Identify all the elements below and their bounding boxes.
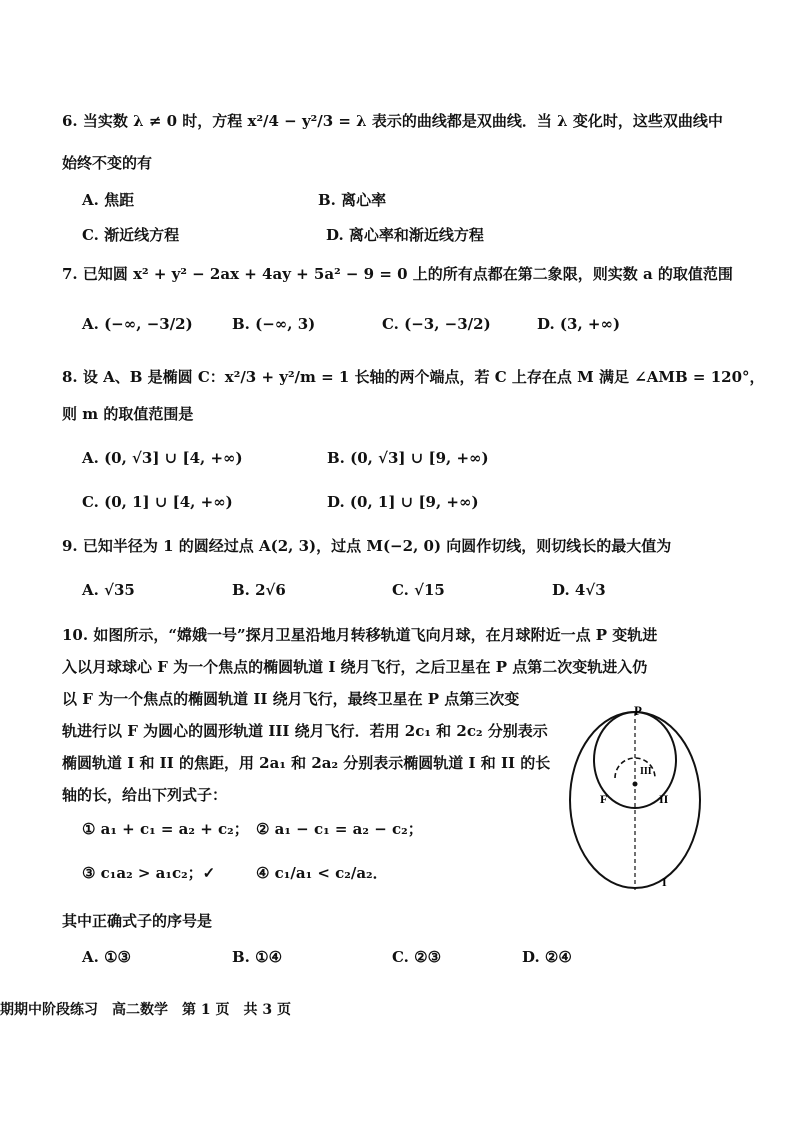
- q10-stem-line3: 以 F 为一个焦点的椭圆轨道 II 绕月飞行，最终卫星在 P 点第三次变: [62, 690, 520, 708]
- q10-stem-line2: 入以月球球心 F 为一个焦点的椭圆轨道 I 绕月飞行，之后卫星在 P 点第二次变轨进入仍: [62, 658, 648, 676]
- q7-option-a: A. (−∞, −3/2): [82, 315, 193, 333]
- q8-option-a: A. (0, √3] ∪ [4, +∞): [82, 449, 243, 467]
- q10-formula-4: ④ c₁/a₁ < c₂/a₂．: [256, 864, 388, 882]
- q10-stem-line4: 轨进行以 F 为圆心的圆形轨道 III 绕月飞行．若用 2c₁ 和 2c₂ 分别表示: [62, 722, 548, 740]
- page-footer: 期期中阶段练习 高二数学 第 1 页 共 3 页: [0, 1002, 291, 1018]
- q9-option-c: C. √15: [392, 581, 445, 599]
- q7-option-d: D. (3, +∞): [537, 315, 621, 333]
- q7-stem: 7. 已知圆 x² + y² − 2ax + 4ay + 5a² − 9 = 0 上的所有点都在第二象限，则实数 a 的取值范围: [62, 265, 733, 283]
- q10-stem-line5: 椭圆轨道 I 和 II 的焦距，用 2a₁ 和 2a₂ 分别表示椭圆轨道 I 和 II 的长: [62, 754, 551, 772]
- q9-option-d: D. 4√3: [552, 581, 606, 599]
- q8-stem-line1: 8. 设 A、B 是椭圆 C：x²/3 + y²/m = 1 长轴的两个端点，若 C 上存在点 M 满足 ∠AMB = 120°，: [62, 368, 765, 386]
- q10-formula-1: ① a₁ + c₁ = a₂ + c₂；: [82, 820, 249, 838]
- q10-formula-3: ③ c₁a₂ > a₁c₂；✓: [82, 864, 216, 882]
- q10-formula-2: ② a₁ − c₁ = a₂ − c₂；: [256, 820, 423, 838]
- label-orbit-2: II: [659, 792, 669, 806]
- q9-option-b: B. 2√6: [232, 581, 286, 599]
- q9-option-a: A. √35: [82, 581, 135, 599]
- q10-stem-line6: 轴的长，给出下列式子：: [62, 786, 228, 804]
- q10-option-b: B. ①④: [232, 948, 283, 966]
- q8-option-b: B. (0, √3] ∪ [9, +∞): [327, 449, 489, 467]
- label-orbit-3: III: [640, 766, 652, 777]
- label-p: P: [634, 703, 642, 718]
- q6-option-a: A. 焦距: [82, 191, 135, 209]
- q9-stem: 9. 已知半径为 1 的圆经过点 A(2, 3)，过点 M(−2, 0) 向圆作切线，则切线长的最大值为: [62, 537, 672, 555]
- q8-option-c: C. (0, 1] ∪ [4, +∞): [82, 493, 233, 511]
- q7-option-b: B. (−∞, 3): [232, 315, 316, 333]
- label-f: F: [600, 792, 608, 806]
- q10-option-a: A. ①③: [82, 948, 131, 966]
- focus-point: [633, 782, 638, 787]
- q10-option-c: C. ②③: [392, 948, 442, 966]
- q10-ask: 其中正确式子的序号是: [62, 912, 213, 930]
- label-orbit-1: I: [662, 875, 667, 889]
- q6-stem-line1: 6. 当实数 λ ≠ 0 时，方程 x²/4 − y²/3 = λ 表示的曲线都是双曲线．当 λ 变化时，这些双曲线中: [62, 112, 723, 130]
- orbit-figure: [560, 700, 710, 900]
- q8-option-d: D. (0, 1] ∪ [9, +∞): [327, 493, 479, 511]
- q10-stem-line1: 10. 如图所示，“嫦娥一号”探月卫星沿地月转移轨道飞向月球，在月球附近一点 P 变轨进: [62, 626, 658, 644]
- q7-option-c: C. (−3, −3/2): [382, 315, 491, 333]
- q10-option-d: D. ②④: [522, 948, 572, 966]
- q6-option-d: D. 离心率和渐近线方程: [326, 226, 484, 244]
- q6-stem-line2: 始终不变的有: [62, 154, 153, 172]
- q6-option-b: B. 离心率: [318, 191, 387, 209]
- q6-option-c: C. 渐近线方程: [82, 226, 180, 244]
- q8-stem-line2: 则 m 的取值范围是: [62, 405, 194, 423]
